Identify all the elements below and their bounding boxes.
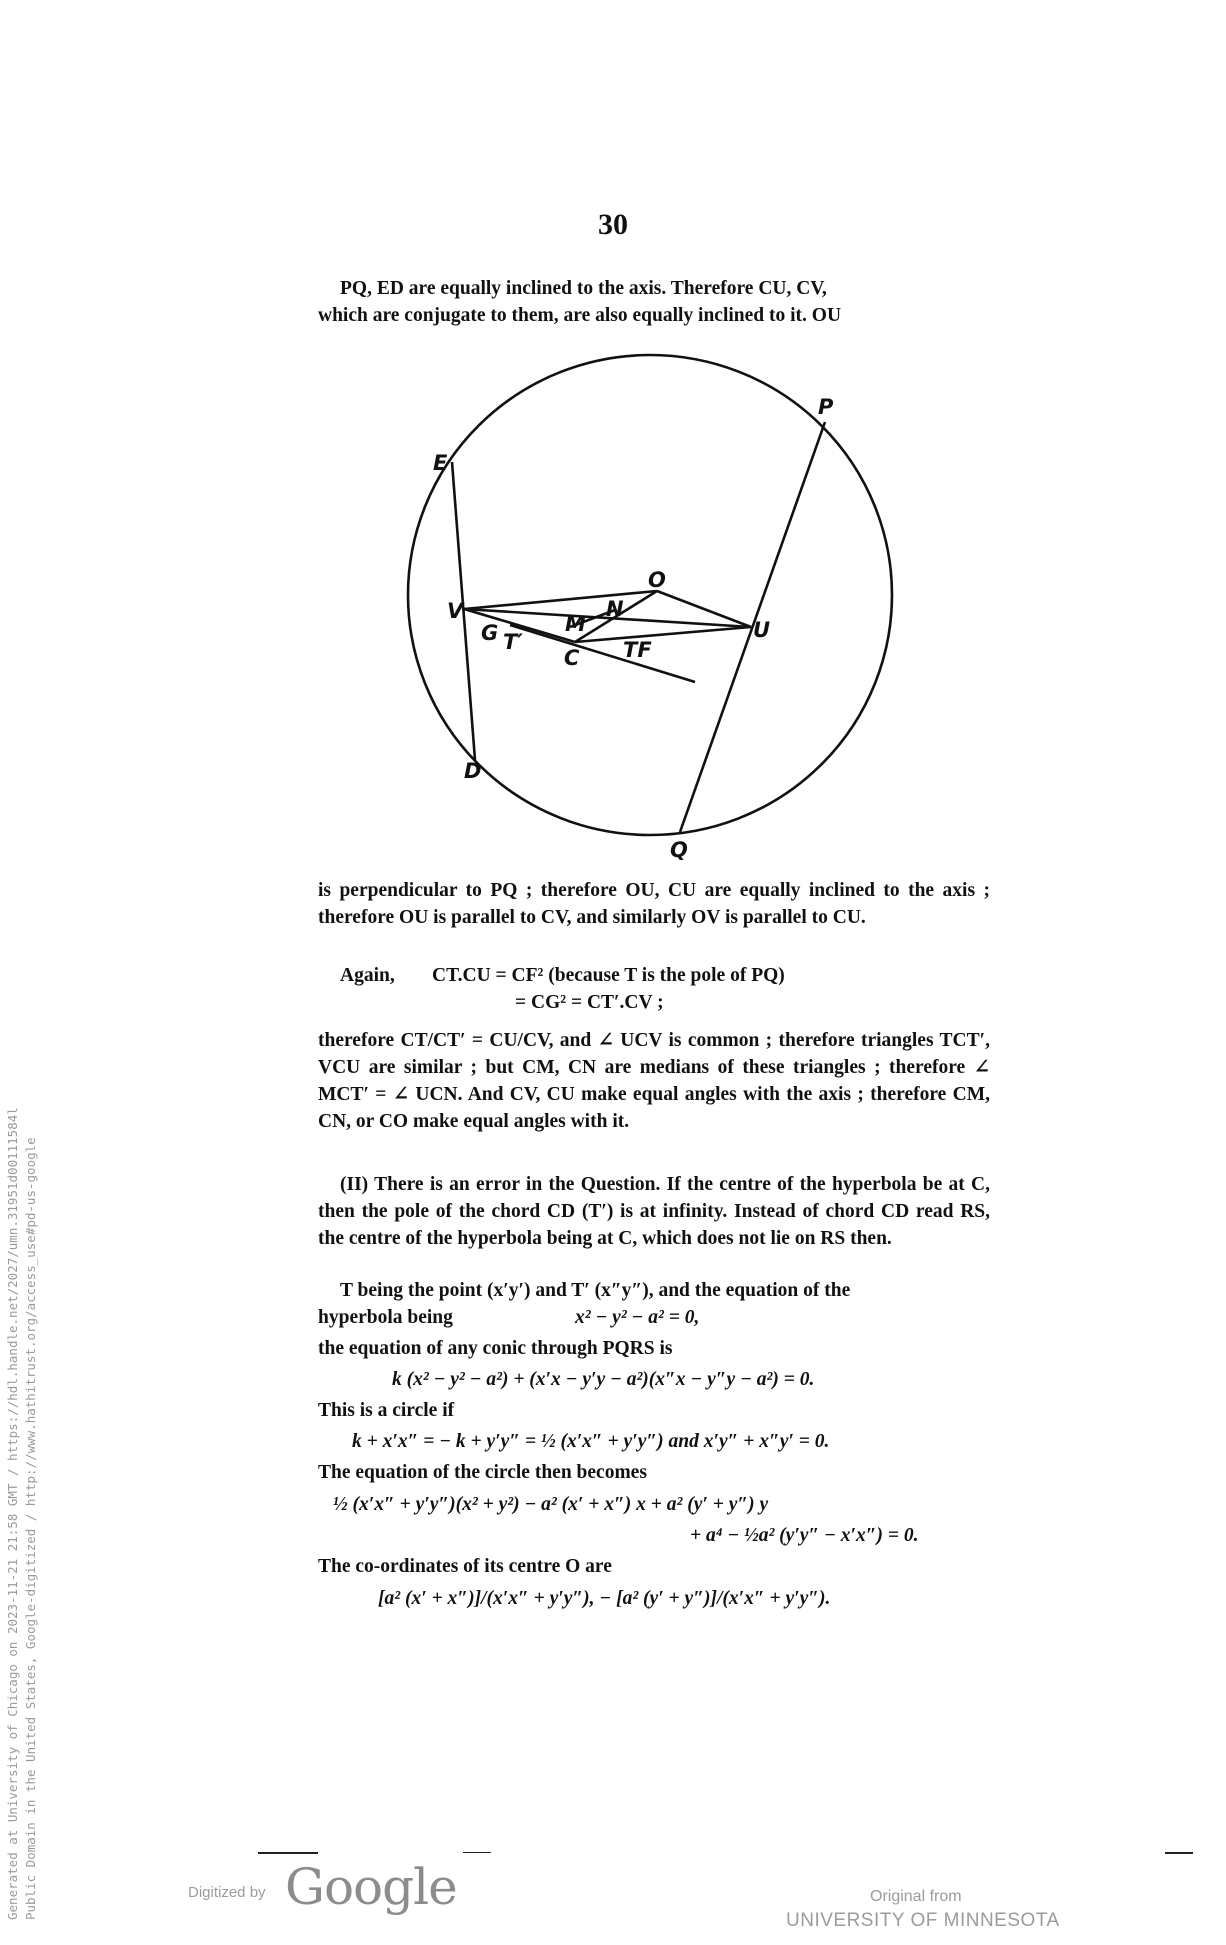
body-paragraph-3 (318, 1171, 990, 1252)
label-t-prime: T′ (503, 630, 523, 654)
page-number: 30 (598, 208, 628, 241)
hyperbola-label: hyperbola being (318, 1307, 453, 1328)
geometry-figure (0, 0, 1226, 880)
hyperbola-equation: x² − y² − a² = 0, (575, 1307, 700, 1328)
label-e: E (433, 451, 448, 475)
hathitrust-margin-note (4, 1107, 40, 1920)
google-logo: Google (285, 1858, 457, 1916)
circle-if-line: This is a circle if (318, 1400, 455, 1421)
body-paragraph-4 (318, 1277, 990, 1304)
label-c: C (564, 646, 580, 670)
intro-line-2: which are conjugate to them, are also equally inclined to it. OU (318, 305, 842, 326)
footer-rule-mid (463, 1852, 491, 1853)
para-4: T being the point (x′y′) and T′ (x″y″), and the equation of the (340, 1280, 851, 1301)
centre-equation: [a² (x′ + x″)]/(x′x″ + y′y″), − [a² (y′ + y″)]/(x′x″ + y′y″). (378, 1588, 831, 1609)
label-m: M (565, 612, 586, 636)
body-paragraph-2 (318, 1027, 990, 1135)
margin-line-1: Generated at University of Chicago on 2023-11-21 21:58 GMT / https://hdl.handle.net/2027/umn.31951d00111584l (5, 1107, 20, 1920)
circle-equation-1: ½ (x′x″ + y′y″)(x² + y²) − a² (x′ + x″) x + a² (y′ + y″) y (333, 1494, 769, 1515)
para-3: (II) There is an error in the Question. If the centre of the hyperbola be at C, then the pole of the chord CD (T′) is at infinity. Instead of chord CD read RS, the centre of the hyperbola being at C, which does not lie on RS then. (318, 1174, 990, 1249)
again-label: Again, (340, 965, 395, 986)
footer-rule-right (1165, 1852, 1193, 1854)
para-1: is perpendicular to PQ ; therefore OU, CU are equally inclined to the axis ; therefore OU is parallel to CV, and similarly OV is parallel to CU. (318, 880, 990, 928)
conic-equation: k (x² − y² − a²) + (x′x − y′y − a²)(x″x − y″y − a²) = 0. (392, 1369, 815, 1390)
original-from: Original from (870, 1888, 962, 1905)
label-g: G (481, 621, 499, 645)
label-v: V (447, 599, 464, 623)
label-tf: TF (623, 638, 652, 662)
again-line-2: = CG² = CT′.CV ; (515, 992, 664, 1013)
label-q: Q (670, 838, 688, 862)
label-u: U (753, 618, 771, 642)
label-o: O (648, 568, 666, 592)
footer-rule-left (258, 1852, 318, 1854)
circle-condition: k + x′x″ = − k + y′y″ = ½ (x′x″ + y′y″) and x′y″ + x″y′ = 0. (352, 1431, 830, 1452)
label-p: P (818, 395, 834, 419)
margin-line-2: Public Domain in the United States, Google-digitized / http://www.hathitrust.org/access_use#pd-us-google (23, 1137, 38, 1920)
para-2: therefore CT/CT′ = CU/CV, and ∠ UCV is common ; therefore triangles TCT′, VCU are similar ; but CM, CN are medians of these triangles ; therefore ∠ MCT′ = ∠ UCN. And CV, CU make equal angles with the axis ; therefore CM, CN, or CO make equal angles with it. (318, 1030, 990, 1132)
line-vo (464, 591, 657, 609)
again-line-1: CT.CU = CF² (because T is the pole of PQ) (432, 965, 785, 986)
label-n: N (606, 597, 624, 621)
circle-equation-2: + a⁴ − ½a² (y′y″ − x′x″) = 0. (690, 1525, 919, 1546)
intro-line-1: PQ, ED are equally inclined to the axis. Therefore CU, CV, (340, 278, 827, 299)
conic-line: the equation of any conic through PQRS is (318, 1338, 673, 1359)
label-d: D (464, 759, 482, 783)
digitized-by: Digitized by (188, 1884, 266, 1901)
centre-line: The co-ordinates of its centre O are (318, 1556, 612, 1577)
university-name: UNIVERSITY OF MINNESOTA (786, 1910, 1060, 1931)
becomes-line: The equation of the circle then becomes (318, 1462, 647, 1483)
body-paragraph-1 (318, 877, 990, 931)
line-cu (575, 627, 751, 642)
